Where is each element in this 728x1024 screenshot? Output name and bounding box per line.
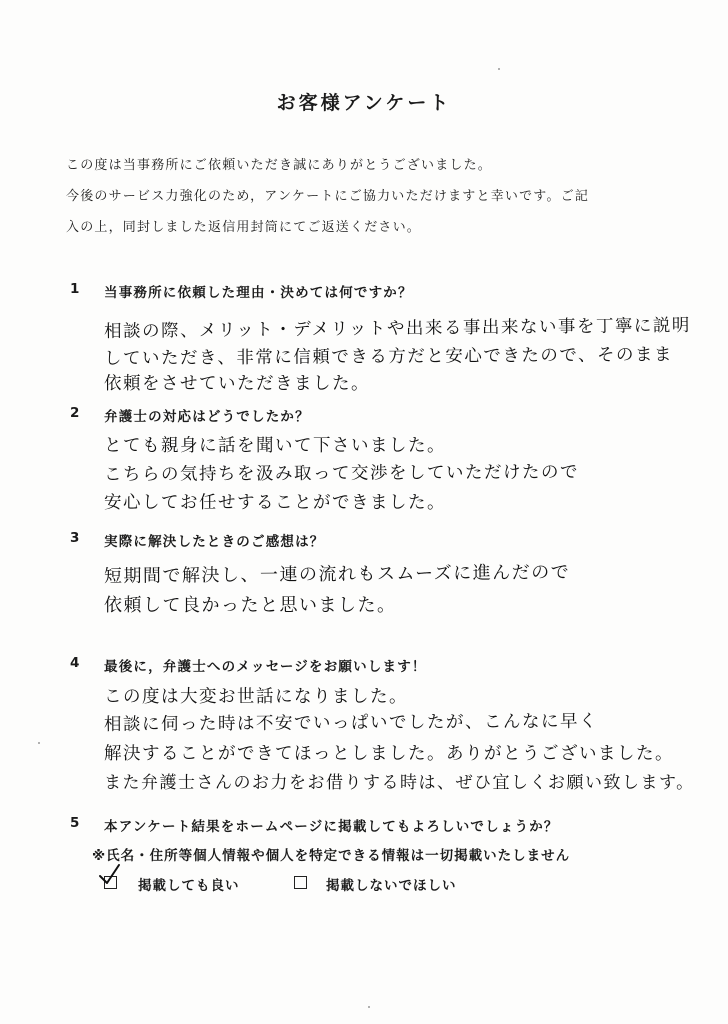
page-title: お客様アンケート: [276, 92, 452, 114]
question-5-text: 本アンケート結果をホームページに掲載してもよろしいでしょうか？: [104, 819, 559, 835]
answer-2-line-1: とても親身に話を聞いて下さいました。: [104, 436, 446, 456]
question-5-number: 5: [70, 815, 80, 831]
answer-4-line-1: この度は大変お世話になりました。: [104, 687, 408, 707]
option-publish-ok-label: 掲載しても良い: [138, 878, 240, 894]
checkmark-icon: [96, 862, 122, 886]
answer-2-line-2: こちらの気持ちを汲み取って交渉をしていただけたので: [103, 462, 580, 485]
question-1-number: 1: [70, 281, 80, 297]
option-publish-ng-label: 掲載しないでほしい: [326, 878, 457, 894]
answer-3-line-2: 依頼して良かったと思いました。: [104, 595, 397, 616]
privacy-note: ※氏名・住所等個人情報や個人を特定できる情報は一切掲載いたしません: [92, 848, 571, 864]
answer-1-line-1: 相談の際、メリット・デメリットや出来る事出来ない事を丁寧に説明: [103, 315, 691, 342]
question-1-text: 当事務所に依頼した理由・決めては何ですか？: [104, 285, 413, 301]
answer-1-line-2: していただき、非常に信頼できる方だと安心できたので、そのまま: [103, 345, 674, 369]
question-2-text: 弁護士の対応はどうでしたか？: [104, 409, 310, 425]
option-publish-ng-checkbox[interactable]: [294, 876, 307, 889]
answer-4-line-4: また弁護士さんのお力をお借りする時は、ぜひ宜しくお願い致します。: [104, 773, 695, 793]
intro-line-2: 今後のサービス力強化のため，アンケートにご協力いただけますと幸いです。ご記: [66, 189, 590, 204]
answer-4-line-2: 相談に伺った時は不安でいっぱいでしたが、こんなに早く: [103, 711, 599, 735]
question-2-number: 2: [70, 405, 80, 421]
scan-speck: [38, 742, 40, 744]
question-4-text: 最後に，弁護士へのメッセージをお願いします！: [104, 659, 427, 675]
answer-3-line-1: 短期間で解決し、一連の流れもスムーズに進んだので: [103, 561, 571, 587]
scan-speck: [498, 68, 500, 70]
intro-line-3: 入の上，同封しました返信用封筒にてご返送ください。: [66, 220, 422, 235]
scan-speck: [368, 1006, 370, 1008]
intro-line-1: この度は当事務所にご依頼いただき誠にありがとうございました。: [66, 158, 493, 173]
answer-2-line-3: 安心してお任せすることができました。: [104, 493, 446, 513]
question-3-number: 3: [70, 530, 80, 546]
question-4-number: 4: [70, 655, 80, 671]
answer-1-line-3: 依頼をさせていただきました。: [104, 374, 370, 394]
answer-4-line-3: 解決することができてほっとしました。ありがとうございました。: [104, 744, 674, 764]
question-3-text: 実際に解決したときのご感想は？: [104, 534, 325, 550]
